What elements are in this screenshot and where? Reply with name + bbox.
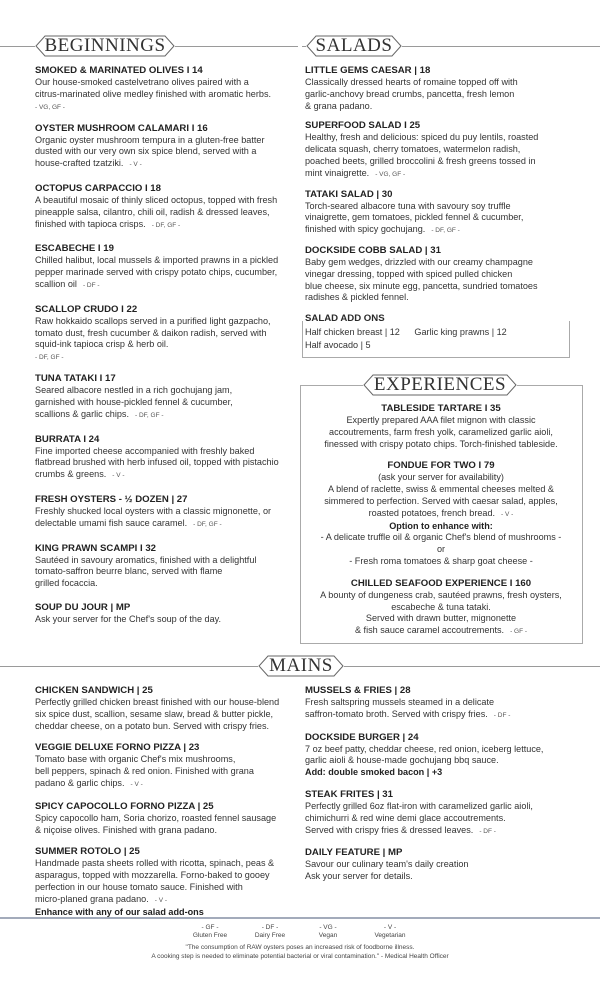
menu-item-description bbox=[35, 858, 297, 870]
menu-item-description bbox=[305, 697, 575, 709]
diet-tag: - DF, GF - bbox=[193, 520, 222, 528]
menu-item-description bbox=[35, 446, 297, 458]
legend-v bbox=[355, 924, 425, 940]
diet-tag: - GF - bbox=[510, 628, 528, 636]
description-text: escabeche & tuna tataki. bbox=[391, 601, 491, 612]
description-text: Served with drawn butter, mignonette bbox=[365, 613, 517, 624]
description-text: A bounty of dungeness crab, sautéed prawns, fresh oysters, bbox=[320, 589, 562, 600]
menu-item-title: TATAKI SALAD | 30 bbox=[305, 188, 393, 200]
menu-item-description bbox=[305, 101, 575, 113]
menu-item-title: VEGGIE DELUXE FORNO PIZZA | 23 bbox=[35, 742, 200, 754]
diet-tag: - V - bbox=[112, 472, 125, 480]
footer-rule bbox=[0, 917, 600, 919]
diet-tag: - DF - bbox=[479, 827, 496, 835]
description-text: Fresh saltspring mussels steamed in a delicate bbox=[305, 697, 495, 707]
addon-row bbox=[305, 327, 507, 337]
menu-item-description bbox=[305, 269, 575, 281]
menu-item-description bbox=[35, 457, 297, 469]
menu-item bbox=[305, 685, 575, 722]
legend-code: - DF - bbox=[261, 924, 279, 931]
menu-item-description bbox=[35, 555, 297, 567]
legend-code: - V - bbox=[383, 924, 397, 931]
menu-item-description bbox=[305, 168, 575, 181]
menu-item-description bbox=[305, 77, 575, 89]
description-text: house-crafted tzatziki. bbox=[35, 158, 124, 169]
beginnings-title: BEGINNINGS bbox=[44, 35, 166, 56]
legend-label: Gluten Free bbox=[192, 932, 228, 939]
description-text: garnished with house-pickled fennel & cucumber, bbox=[35, 396, 233, 407]
description-text: Spicy capocollo ham, Soria chorizo, roasted fennel sausage bbox=[35, 812, 277, 823]
description-text: (ask your server for availability) bbox=[378, 472, 504, 483]
menu-item-title: OYSTER MUSHROOM CALAMARI I 16 bbox=[35, 122, 208, 134]
menu-item-description bbox=[35, 754, 297, 766]
diet-tag: - DF, GF - bbox=[431, 227, 460, 235]
description-text: six spice dust, scallion, sesame slaw, bread & butter pickle, bbox=[35, 708, 274, 719]
mains-banner bbox=[258, 655, 344, 677]
description-text: Freshly shucked local oysters with a classic mignonette, or bbox=[35, 505, 272, 516]
menu-item-title: SMOKED & MARINATED OLIVES I 14 bbox=[35, 65, 203, 76]
menu-item-description bbox=[305, 201, 575, 213]
salads-banner bbox=[306, 35, 402, 57]
menu-item-description bbox=[35, 158, 297, 171]
description-text: Tomato base with organic Chef's mix mushrooms, bbox=[35, 754, 236, 765]
legend-gf bbox=[180, 924, 240, 940]
description-text: citrus-marinated olive medley finished with aromatic herbs. bbox=[35, 88, 272, 99]
menu-item bbox=[305, 789, 575, 837]
description-text: finished with tapioca crisps. bbox=[35, 218, 146, 229]
menu-item-description bbox=[305, 744, 575, 756]
description-text: A beautiful mosaic of thinly sliced octopus, topped with fresh bbox=[35, 194, 278, 205]
description-text: radishes & pickled fennel. bbox=[305, 292, 409, 303]
description-text: pineapple salsa, cilantro, chili oil, radish & dressed leaves, bbox=[35, 206, 270, 217]
menu-item-description bbox=[35, 146, 297, 158]
menu-item-description bbox=[305, 224, 575, 237]
description-text: Torch-seared albacore tuna with savoury soy truffle bbox=[305, 200, 511, 211]
description-text: Chilled halibut, local mussels & imported prawns in a pickled bbox=[35, 255, 279, 266]
description-text: flatbread brushed with herb infused oil, topped with pistachio bbox=[35, 457, 279, 468]
description-text: garlic aioli & house-made gochujang bbq sauce. bbox=[305, 755, 499, 766]
menu-item-description bbox=[300, 439, 582, 451]
menu-item-description bbox=[35, 870, 297, 882]
menu-item bbox=[300, 578, 582, 638]
salads-list bbox=[305, 65, 575, 312]
description-text: scallion oil bbox=[35, 278, 77, 289]
menu-item-description bbox=[300, 590, 582, 602]
description-text: Baby gem wedges, drizzled with our creamy champagne bbox=[305, 256, 533, 267]
menu-item-description bbox=[300, 484, 582, 496]
menu-item-description bbox=[305, 755, 575, 767]
legend-label: Dairy Free bbox=[254, 932, 286, 939]
legend-code: - VG - bbox=[319, 924, 337, 931]
menu-item-title: FONDUE FOR TWO I 79 bbox=[387, 460, 495, 472]
description-text: dusted with our very own six spice blend, served with a bbox=[35, 146, 257, 157]
description-text: Ask your server for the Chef's soup of the day. bbox=[35, 613, 222, 624]
salads-title: SALADS bbox=[315, 35, 393, 56]
menu-item-description bbox=[35, 506, 297, 518]
menu-item-description bbox=[35, 219, 297, 232]
menu-item-description bbox=[35, 709, 297, 721]
menu-item bbox=[35, 602, 297, 626]
description-text: bell peppers, spinach & red onion. Finished with grana bbox=[35, 766, 254, 777]
legend-label: Vegetarian bbox=[374, 932, 406, 939]
menu-item-description bbox=[35, 135, 297, 147]
menu-item-description bbox=[35, 882, 297, 894]
description-text: Served with crispy fries & dressed leaves. bbox=[305, 824, 474, 835]
menu-item-title: SUMMER ROTOLO | 25 bbox=[35, 846, 140, 858]
menu-item-title: TUNA TATAKI I 17 bbox=[35, 373, 116, 385]
menu-item-description bbox=[305, 859, 575, 871]
legend-vg bbox=[298, 924, 358, 940]
menu-item-description bbox=[35, 339, 297, 351]
menu-item-title: DOCKSIDE COBB SALAD | 31 bbox=[305, 244, 441, 256]
addon-item: Half chicken breast | 12 bbox=[305, 327, 400, 337]
menu-item-description bbox=[35, 409, 297, 422]
menu-item-description bbox=[305, 156, 575, 168]
menu-item bbox=[305, 189, 575, 237]
menu-item-description bbox=[35, 279, 297, 292]
description-text: accoutrements, farm fresh yolk, caramelized garlic aioli, bbox=[329, 426, 553, 437]
menu-item-description bbox=[305, 801, 575, 813]
menu-item-description bbox=[305, 89, 575, 101]
menu-item bbox=[300, 460, 582, 567]
experiences-title: EXPERIENCES bbox=[373, 374, 507, 395]
menu-item-title: SOUP DU JOUR | MP bbox=[35, 601, 131, 613]
description-text: perfection in our house tomato sauce. Finished with bbox=[35, 881, 243, 892]
menu-item-extra: Add: double smoked bacon | +3 bbox=[305, 767, 443, 778]
menu-item-description bbox=[35, 614, 297, 626]
description-text: & niçoise olives. Finished with grana padano. bbox=[35, 824, 217, 835]
diet-tag: - V - bbox=[501, 510, 514, 518]
description-text: crumbs & greens. bbox=[35, 469, 107, 480]
diet-tag: - DF, GF - bbox=[35, 354, 64, 362]
diet-tag: - V - bbox=[129, 161, 142, 169]
description-text: Sautéed in savoury aromatics, finished with a delightful bbox=[35, 554, 257, 565]
mains-left-list bbox=[35, 685, 297, 928]
menu-item-title: DOCKSIDE BURGER | 24 bbox=[305, 731, 419, 743]
description-text: Handmade pasta sheets rolled with ricotta, spinach, peas & bbox=[35, 858, 275, 869]
menu-item bbox=[305, 732, 575, 779]
enhance-option: - Fresh roma tomatoes & sharp goat cheese - bbox=[349, 555, 533, 566]
mains-right-list bbox=[305, 685, 575, 893]
description-text: roasted potatoes, french bread. bbox=[368, 507, 496, 518]
menu-item-description bbox=[305, 292, 575, 304]
menu-item-description bbox=[300, 427, 582, 439]
menu-item bbox=[35, 846, 297, 918]
menu-item bbox=[35, 543, 297, 590]
description-text: delectable umami fish sauce caramel. bbox=[35, 517, 188, 528]
diet-tag: - VG, GF - bbox=[375, 170, 406, 178]
diet-tag: - DF, GF - bbox=[151, 221, 181, 229]
menu-item-description bbox=[305, 257, 575, 269]
menu-item-title: SPICY CAPOCOLLO FORNO PIZZA | 25 bbox=[35, 800, 214, 812]
menu-item-extra: Enhance with any of our salad add-ons bbox=[35, 906, 204, 917]
menu-item-description bbox=[35, 101, 297, 111]
beginnings-list bbox=[35, 65, 297, 638]
description-text: Raw hokkaido scallops served in a purified light gazpacho, bbox=[35, 315, 271, 326]
menu-item bbox=[300, 403, 582, 450]
menu-item-description bbox=[35, 351, 297, 361]
menu-item bbox=[35, 685, 297, 732]
menu-item-title: SCALLOP CRUDO I 22 bbox=[35, 303, 138, 315]
description-text: padano & garlic chips. bbox=[35, 777, 125, 788]
menu-item-description bbox=[35, 813, 297, 825]
disclaimer-line: "The consumption of RAW oysters poses an increased risk of foodborne illness. bbox=[185, 944, 415, 951]
menu-item-title: CHILLED SEAFOOD EXPERIENCE I 160 bbox=[350, 577, 532, 589]
menu-item-description bbox=[35, 766, 297, 778]
menu-item bbox=[35, 801, 297, 837]
menu-item-description bbox=[35, 207, 297, 219]
menu-item-description bbox=[35, 518, 297, 531]
menu-item bbox=[35, 742, 297, 790]
description-text: poached beets, grilled broccolini & fresh greens tossed in bbox=[305, 155, 536, 166]
menu-item-description bbox=[300, 613, 582, 625]
menu-item bbox=[35, 373, 297, 421]
menu-item-description bbox=[305, 825, 575, 838]
description-text: Our house-smoked castelvetrano olives paired with a bbox=[35, 77, 249, 87]
menu-item-title: STEAK FRITES | 31 bbox=[305, 788, 393, 800]
description-text: Savour our culinary team's daily creation bbox=[305, 859, 469, 870]
description-text: delicata squash, cherry tomatoes, watermelon radish, bbox=[305, 144, 521, 155]
description-text: finessed with crispy potato chips. Torch-finished tableside. bbox=[324, 438, 558, 449]
description-text: Expertly prepared AAA filet mignon with classic bbox=[346, 415, 536, 425]
menu-item-description bbox=[35, 77, 297, 89]
enhance-option: or bbox=[436, 544, 446, 555]
experiences-list bbox=[300, 403, 582, 648]
disclaimer-line: A cooking step is needed to eliminate potential bacterial or viral contamination." - Medical Health Officer bbox=[151, 953, 449, 960]
menu-item-description bbox=[35, 825, 297, 837]
menu-item-description bbox=[35, 255, 297, 267]
menu-item-description bbox=[305, 709, 575, 722]
description-text: Ask your server for details. bbox=[305, 871, 413, 882]
legend-df bbox=[240, 924, 300, 940]
menu-item bbox=[305, 120, 575, 180]
menu-item-description bbox=[35, 578, 297, 590]
menu-item-description bbox=[300, 508, 582, 521]
menu-item-description bbox=[300, 472, 582, 484]
menu-item bbox=[35, 123, 297, 171]
description-text: vinegar dressing, topped with spiced pulled chicken bbox=[305, 268, 513, 279]
menu-item-description bbox=[305, 144, 575, 156]
description-text: chimichurri & red wine demi glace accoutrements. bbox=[305, 812, 506, 823]
addon-item: Garlic king prawns | 12 bbox=[414, 327, 507, 337]
menu-item-title: KING PRAWN SCAMPI I 32 bbox=[35, 542, 157, 554]
menu-item-title: OCTOPUS CARPACCIO I 18 bbox=[35, 182, 161, 194]
description-text: asparagus, topped with mozzarella. Forno-baked to gooey bbox=[35, 870, 270, 881]
description-text: grilled focaccia. bbox=[35, 578, 98, 589]
description-text: finished with spicy gochujang. bbox=[305, 224, 426, 235]
menu-item bbox=[305, 245, 575, 304]
menu-item-title: TABLESIDE TARTARE I 35 bbox=[381, 403, 501, 414]
description-text: Seared albacore nestled in a rich gochujang jam, bbox=[35, 385, 233, 396]
menu-item-description bbox=[305, 281, 575, 293]
description-text: Organic oyster mushroom tempura in a gluten-free batter bbox=[35, 134, 265, 145]
menu-item bbox=[35, 434, 297, 482]
description-text: A blend of raclette, swiss & emmental cheeses melted & bbox=[328, 484, 554, 495]
menu-item-title: SUPERFOOD SALAD I 25 bbox=[305, 120, 421, 132]
menu-item-title: LITTLE GEMS CAESAR | 18 bbox=[305, 65, 431, 76]
menu-item-title: ESCABECHE I 19 bbox=[35, 243, 114, 255]
description-text: & fish sauce caramel accoutrements. bbox=[354, 625, 505, 636]
description-text: scallions & garlic chips. bbox=[35, 408, 130, 419]
diet-tag: - V - bbox=[130, 780, 143, 788]
description-text: saffron-tomato broth. Served with crispy fries. bbox=[305, 708, 488, 719]
description-text: pepper marinade served with crispy potato chips, cucumber, bbox=[35, 267, 278, 278]
menu-item-description bbox=[35, 195, 297, 207]
menu-item-description bbox=[35, 697, 297, 709]
menu-item-description bbox=[35, 469, 297, 482]
menu-item bbox=[305, 847, 575, 883]
description-text: simmered to perfection. Served with caesar salad, apples, bbox=[324, 495, 558, 506]
description-text: tomato dust, fresh cucumber & daikon radish, served with bbox=[35, 327, 267, 338]
menu-item-description bbox=[35, 328, 297, 340]
menu-item bbox=[35, 304, 297, 361]
addon-item: Half avocado | 5 bbox=[305, 340, 371, 350]
menu-item-description bbox=[35, 778, 297, 791]
menu-item bbox=[35, 183, 297, 231]
menu-item-description bbox=[35, 89, 297, 101]
diet-tag: - DF - bbox=[82, 281, 100, 289]
description-text: garlic-anchovy bread crumbs, pancetta, fresh lemon bbox=[305, 88, 515, 99]
diet-tag: - VG, GF - bbox=[35, 103, 65, 111]
description-text: vinaigrette, gem tomatoes, pickled fennel & cucumber, bbox=[305, 212, 524, 223]
description-text: micro-planed grana padano. bbox=[35, 893, 149, 904]
menu-item-description bbox=[300, 625, 582, 638]
menu-item-description bbox=[35, 316, 297, 328]
experiences-banner bbox=[363, 374, 517, 396]
menu-item-title: FRESH OYSTERS - ½ DOZEN | 27 bbox=[35, 493, 188, 505]
description-text: Fine imported cheese accompanied with freshly baked bbox=[35, 445, 255, 456]
legend-label: Vegan bbox=[318, 932, 338, 939]
description-text: Classically dressed hearts of romaine topped off with bbox=[305, 77, 518, 87]
menu-item bbox=[305, 65, 575, 112]
menu-item bbox=[35, 65, 297, 111]
mains-title: MAINS bbox=[269, 655, 333, 676]
menu-item-description bbox=[35, 397, 297, 409]
description-text: Healthy, fresh and delicious: spiced du puy lentils, roasted bbox=[305, 132, 539, 143]
description-text: Perfectly grilled 6oz flat-iron with caramelized garlic aioli, bbox=[305, 800, 533, 811]
menu-item bbox=[35, 494, 297, 531]
menu-item-description bbox=[305, 132, 575, 144]
menu-item-description bbox=[35, 385, 297, 397]
diet-tag: - DF, GF - bbox=[135, 411, 164, 419]
menu-item-title: MUSSELS & FRIES | 28 bbox=[305, 685, 411, 696]
menu-item-description bbox=[305, 212, 575, 224]
addon-row bbox=[305, 340, 371, 350]
menu-item-description bbox=[300, 496, 582, 508]
menu-item-description bbox=[305, 871, 575, 883]
description-text: 7 oz beef patty, cheddar cheese, red onion, iceberg lettuce, bbox=[305, 743, 544, 754]
description-text: Perfectly grilled chicken breast finished with our house-blend bbox=[35, 697, 280, 707]
description-text: blue cheese, six minute egg, pancetta, sundried tomatoes bbox=[305, 280, 538, 291]
description-text: mint vinaigrette. bbox=[305, 167, 370, 178]
description-text: tomato-saffron beurre blanc, served with flame bbox=[35, 566, 223, 577]
menu-item-description bbox=[300, 602, 582, 614]
menu-item-description bbox=[35, 566, 297, 578]
description-text: cheddar cheese, on a potato bun. Served with crispy fries. bbox=[35, 720, 270, 731]
description-text: squid-ink tapioca crisp & herb oil. bbox=[35, 339, 169, 350]
beginnings-banner bbox=[35, 35, 175, 57]
legend-code: - GF - bbox=[201, 924, 219, 931]
menu-item-description bbox=[305, 813, 575, 825]
menu-item-description bbox=[35, 721, 297, 733]
menu-item bbox=[35, 243, 297, 291]
menu-item-title: DAILY FEATURE | MP bbox=[305, 847, 403, 859]
diet-tag: - V - bbox=[154, 896, 168, 904]
menu-item-extra: Option to enhance with: bbox=[389, 520, 493, 531]
salad-addons-title: SALAD ADD ONS bbox=[305, 313, 391, 324]
menu-item-description bbox=[35, 894, 297, 907]
enhance-option: - A delicate truffle oil & organic Chef's blend of mushrooms - bbox=[320, 532, 562, 543]
diet-tag: - DF - bbox=[493, 711, 511, 719]
menu-item-title: BURRATA I 24 bbox=[35, 433, 100, 445]
menu-item-description bbox=[300, 415, 582, 427]
menu-item-title: CHICKEN SANDWICH | 25 bbox=[35, 685, 153, 696]
description-text: & grana padano. bbox=[305, 100, 373, 111]
menu-item-description bbox=[35, 267, 297, 279]
